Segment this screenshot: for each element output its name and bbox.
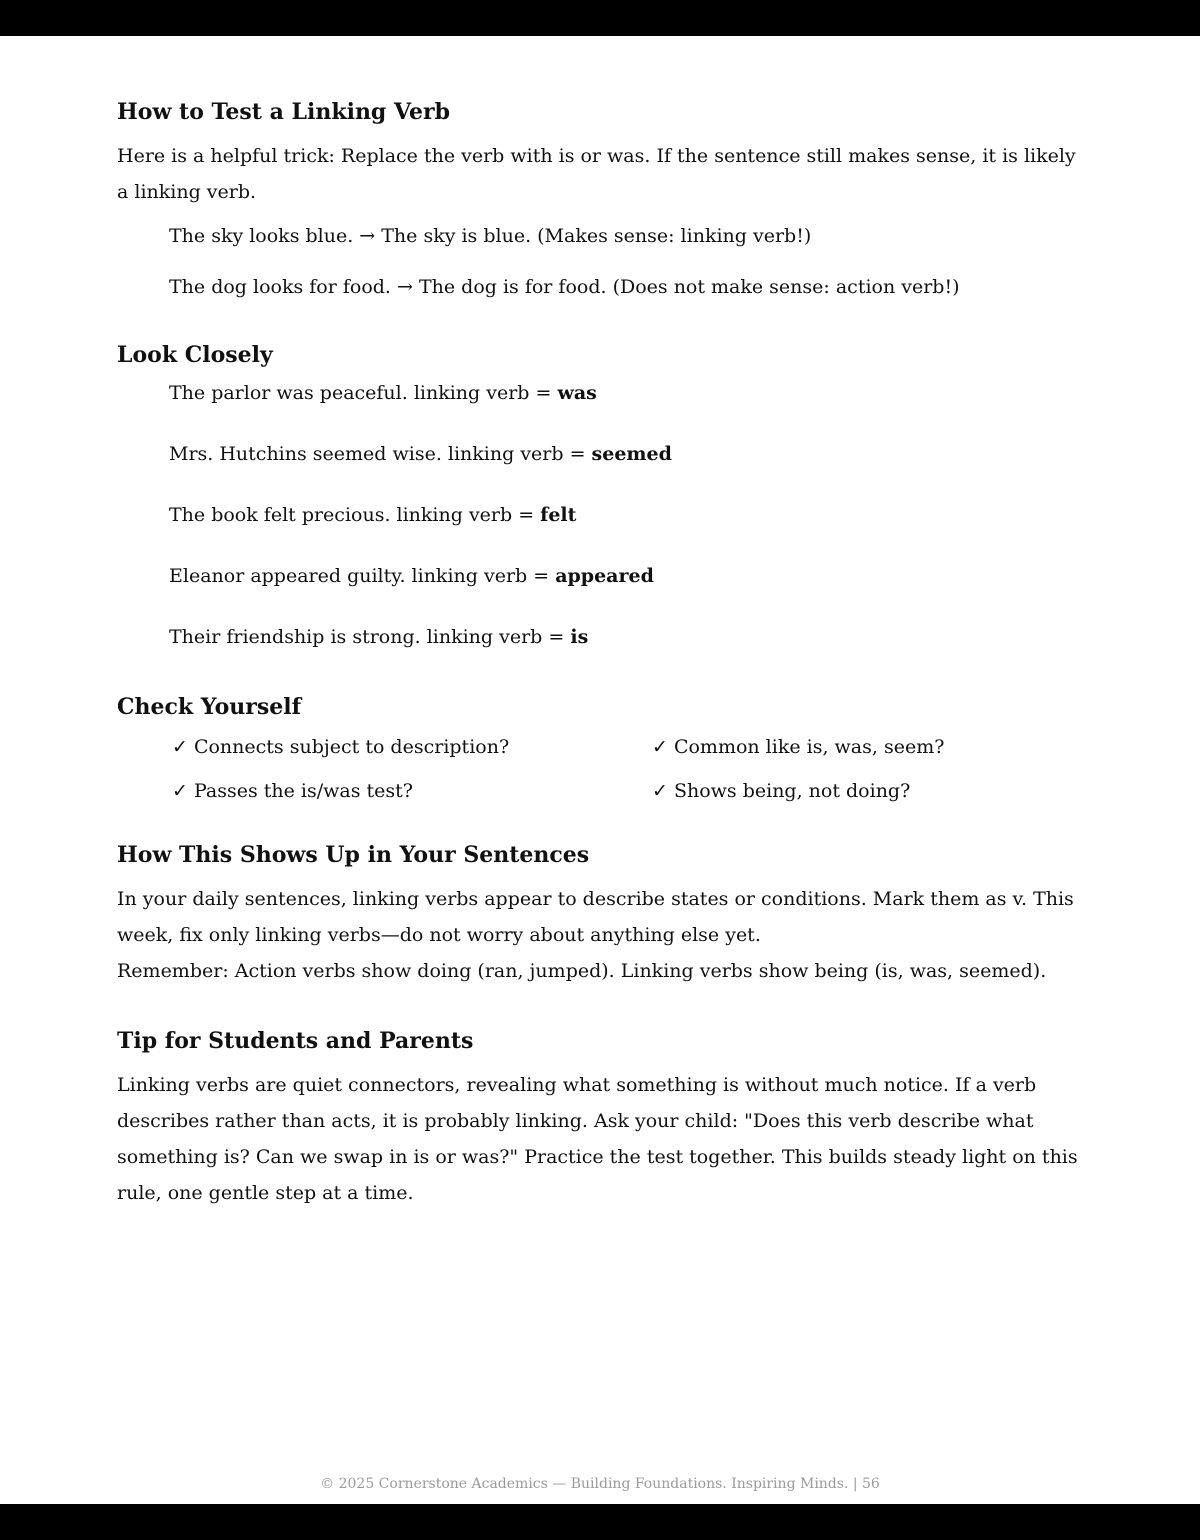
section-heading: How This Shows Up in Your Sentences	[117, 842, 590, 868]
example-text: Eleanor appeared guilty. linking verb =	[169, 565, 556, 587]
page-content	[117, 96, 1087, 1239]
section-tip	[117, 1025, 1087, 1211]
example-item	[169, 562, 1087, 625]
paragraph: Linking verbs are quiet connectors, revealing what something is without much notice. If a verb describes rather than acts, it is probably linking. Ask your child: "Does this verb describe what something is? Can we swap in is or was?" Practice the test together. This builds steady light on this rule, one gentle step at a time.	[117, 1074, 1078, 1204]
example-text: Their friendship is strong. linking verb =	[169, 626, 571, 648]
page-footer: © 2025 Cornerstone Academics — Building Foundations. Inspiring Minds. | 56	[320, 1476, 880, 1492]
linking-verb: appeared	[555, 565, 654, 587]
section-sentences	[117, 839, 1087, 989]
section-look-closely	[117, 339, 1087, 667]
section-test-linking-verb	[117, 96, 1087, 301]
example-text: Mrs. Hutchins seemed wise. linking verb =	[169, 443, 592, 465]
example-item	[169, 440, 1087, 503]
example-list	[117, 222, 1087, 301]
linking-verb: seemed	[591, 443, 672, 465]
linking-verb: was	[557, 382, 597, 404]
example-item	[169, 501, 1087, 564]
example-sentence: The dog looks for food. → The dog is for food. (Does not make sense: action verb!)	[169, 276, 960, 298]
paragraph: In your daily sentences, linking verbs appear to describe states or conditions. Mark them as v. This week, fix only linking verbs—do not worry about anything else yet.	[117, 888, 1074, 946]
section-heading: Tip for Students and Parents	[117, 1028, 474, 1054]
section-heading: Check Yourself	[117, 694, 302, 720]
section-intro: Here is a helpful trick: Replace the verb with is or was. If the sentence still makes sense, it is likely a linking verb.	[117, 145, 1076, 203]
checklist	[172, 733, 1087, 805]
example-text: The parlor was peaceful. linking verb =	[169, 382, 558, 404]
section-check-yourself	[117, 691, 1087, 805]
example-item	[169, 623, 1087, 667]
checklist-item: ✓ Common like is, was, seem?	[652, 736, 945, 758]
checklist-item: ✓ Connects subject to description?	[172, 736, 510, 758]
section-heading: How to Test a Linking Verb	[117, 99, 450, 125]
example-list	[117, 379, 1087, 667]
example-sentence: The sky looks blue. → The sky is blue. (Makes sense: linking verb!)	[169, 225, 812, 247]
example-item	[169, 379, 1087, 442]
linking-verb: felt	[540, 504, 577, 526]
checklist-item: ✓ Passes the is/was test?	[172, 780, 413, 802]
paragraph: Remember: Action verbs show doing (ran, jumped). Linking verbs show being (is, was, seemed).	[117, 960, 1047, 982]
bottom-black-bar	[0, 1504, 1200, 1540]
linking-verb: is	[570, 626, 589, 648]
checklist-item: ✓ Shows being, not doing?	[652, 780, 911, 802]
top-black-bar	[0, 0, 1200, 36]
section-heading: Look Closely	[117, 342, 273, 368]
example-text: The book felt precious. linking verb =	[169, 504, 541, 526]
